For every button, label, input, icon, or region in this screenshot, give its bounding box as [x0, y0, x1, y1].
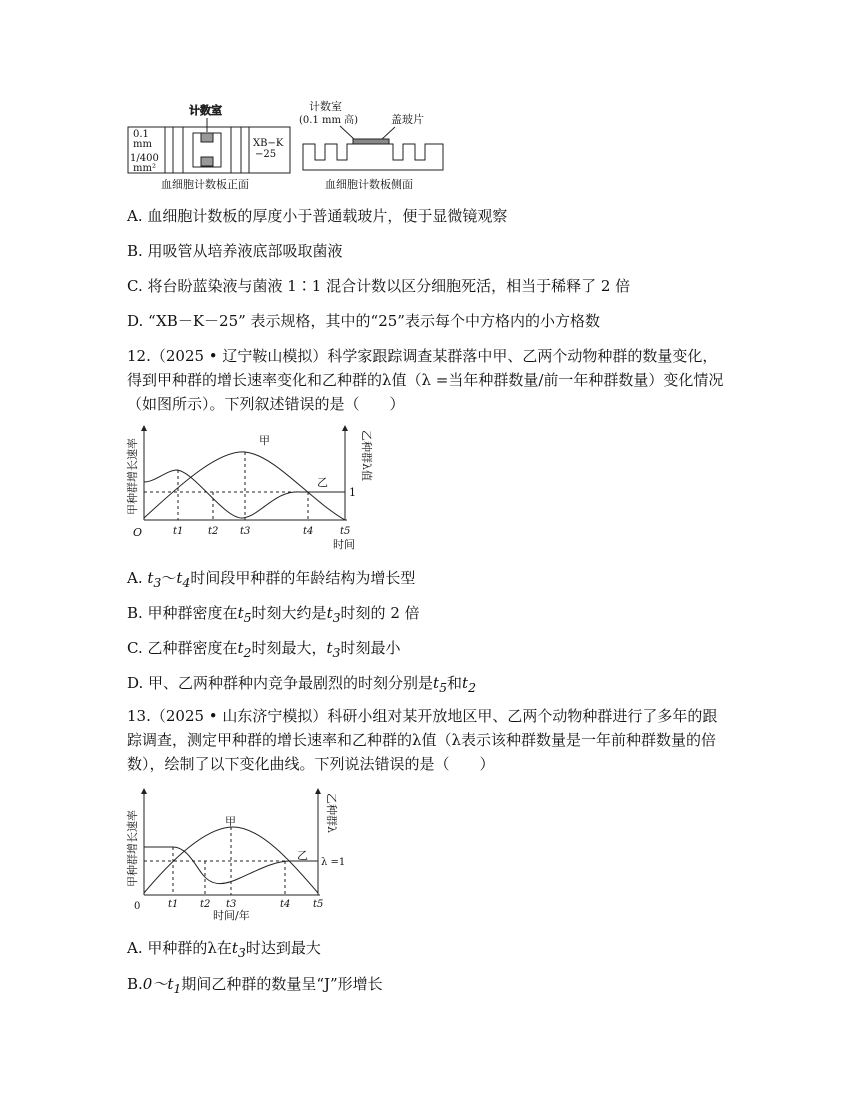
q13-stem: 13.（2025 • 山东济宁模拟）科研小组对某开放地区甲、乙两个动物种群进行了多年的跟踪调查，测定甲种群的增长速率和乙种群的λ值（λ表示该种群数量是一年前种群数量的倍数），绘制了以下变化曲线。下列说法错误的是（ ） — [127, 707, 718, 773]
depth-value: 0.1 — [133, 129, 149, 140]
q13-tick-t5: t5 — [313, 899, 324, 910]
q13-tick-t1: t1 — [168, 899, 179, 910]
q12-xlabel: 时间 — [333, 538, 355, 551]
cover-slip-label: 盖玻片 — [391, 113, 424, 126]
side-caption: 血细胞计数板侧面 — [325, 178, 413, 191]
q13-tick-t2: t2 — [200, 899, 211, 910]
q13-series-b: 乙 — [297, 849, 308, 862]
q12-ylabel-left: 甲种群增长速率 — [126, 438, 139, 515]
spec-line1: XB−K — [253, 138, 284, 149]
q12-chart — [125, 420, 373, 552]
q13-option-a: A. 甲种群的λ在$t_3$时达到最大 — [127, 939, 321, 960]
q12-tick-t3: t3 — [240, 526, 251, 537]
q12-tick-t4: t4 — [303, 526, 314, 537]
q13-lambda-label: λ =1 — [321, 857, 346, 868]
front-caption: 血细胞计数板正面 — [161, 178, 249, 191]
q13-chart — [125, 785, 375, 920]
q12-option-a: A. $t_3\sim t_4$时间段甲种群的年龄结构为增长型 — [127, 569, 416, 590]
q11-option-d: D. “XB－K－25” 表示规格，其中的“25”表示每个中方格内的小方格数 — [127, 312, 600, 330]
q12-option-b: B. 甲种群密度在$t_5$时刻大约是$t_3$时刻的 2 倍 — [127, 604, 420, 625]
q12-series-a: 甲 — [259, 434, 270, 447]
q12-one: 1 — [349, 486, 356, 499]
spec-line2: −25 — [255, 149, 277, 160]
q13-ylabel-left: 甲种群增长速率 — [126, 810, 139, 887]
q13-option-b: $B.0\sim t_1$期间乙种群的数量呈“J”形增长 — [127, 975, 383, 996]
q12-option-c: C. 乙种群密度在$t_2$时刻最大，$t_3$时刻最小 — [127, 639, 401, 660]
q13-ylabel-right: 乙种群λ — [325, 793, 338, 833]
q12-tick-t5: t5 — [340, 526, 351, 537]
q12-tick-t2: t2 — [208, 526, 219, 537]
q12-curve-jia — [144, 452, 345, 520]
depth-unit: mm — [133, 139, 152, 150]
count-room-height: (0.1 mm 高) — [299, 115, 359, 126]
count-room-label: 计数室 — [189, 104, 222, 117]
hemocytometer-figure — [125, 100, 455, 192]
q12-ylabel-right: 乙种群λ值 — [360, 430, 373, 481]
q11-option-a: A. 血细胞计数板的厚度小于普通载玻片，便于显微镜观察 — [127, 207, 508, 225]
q13-tick-t3: t3 — [226, 899, 237, 910]
q12-stem: 12.（2025 • 辽宁鞍山模拟）科学家跟踪调查某群落中甲、乙两个动物种群的数量变化，得到甲种群的增长速率变化和乙种群的λ值（λ =当年种群数量/前一年种群数量）变化情况（如图所示）。下列叙述错误的是（ ） — [127, 347, 724, 413]
q13-xlabel: 时间/年 — [213, 909, 250, 922]
area-unit: mm² — [133, 163, 156, 174]
q12-tick-t1: t1 — [173, 526, 184, 537]
hemocytometer-front — [128, 103, 290, 191]
q12-option-d: D. 甲、乙两种群种内竞争最剧烈的时刻分别是$t_5$和$t_2$ — [127, 674, 477, 695]
q11-option-c: C. 将台盼蓝染液与菌液 1∶1 混合计数以区分细胞死活，相当于稀释了 2 倍 — [127, 277, 631, 295]
q12-origin: O — [133, 526, 143, 539]
hemocytometer-side — [299, 99, 443, 191]
q12-series-b: 乙 — [317, 476, 328, 489]
q11-option-b: B. 用吸管从培养液底部吸取菌液 — [127, 242, 343, 260]
area-value: 1/400 — [130, 153, 159, 164]
count-room-side-label: 计数室 — [309, 100, 342, 113]
q13-tick-t4: t4 — [280, 899, 291, 910]
q13-origin: 0 — [134, 901, 141, 912]
q13-series-a: 甲 — [225, 815, 236, 828]
